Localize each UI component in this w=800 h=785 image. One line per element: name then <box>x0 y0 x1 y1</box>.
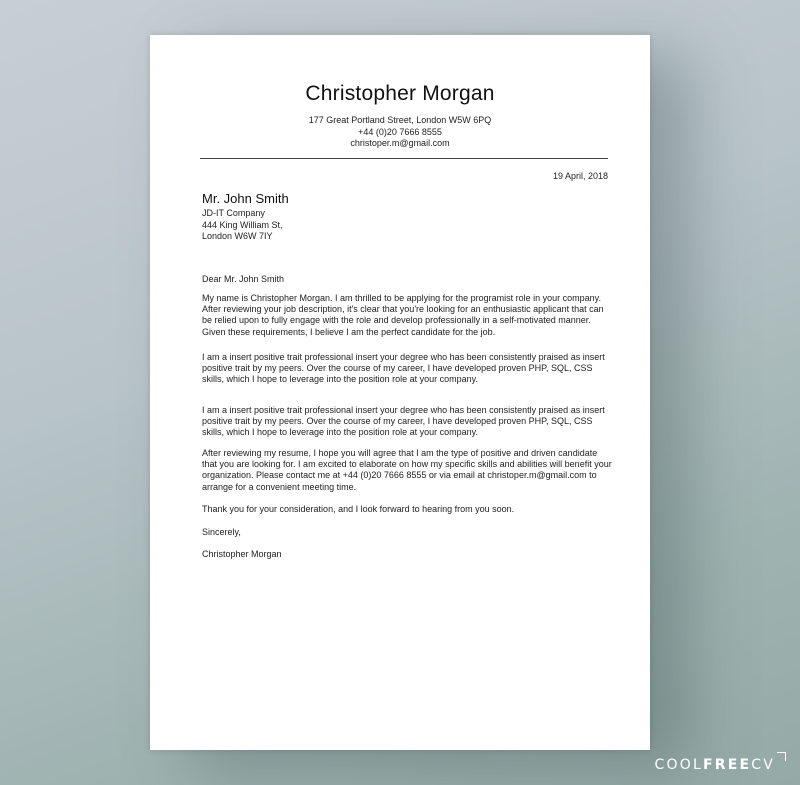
cover-letter-page <box>150 35 650 750</box>
brand-corner-icon <box>777 752 786 761</box>
recipient-city: London W6W 7IY <box>202 231 273 241</box>
sender-email: christoper.m@gmail.com <box>350 138 450 148</box>
header-divider <box>200 158 608 159</box>
recipient-street: 444 King William St, <box>202 220 283 230</box>
paragraph-thanks: Thank you for your consideration, and I look forward to hearing from you soon. <box>202 504 515 514</box>
closing: Sincerely, <box>202 527 241 537</box>
sender-phone: +44 (0)20 7666 8555 <box>358 127 442 137</box>
paragraph-skills: I am a insert positive trait professional insert your degree who has been consistently praised as insert positive trait by my peers. Over the course of my career, I have developed proven PHP, SQL, CSS skills, which I hope to leverage into the position role at your company. <box>202 352 605 385</box>
coolfreecv-logo <box>655 752 786 773</box>
salutation: Dear Mr. John Smith <box>202 274 285 284</box>
letter-date: 19 April, 2018 <box>552 171 608 181</box>
sender-name: Christopher Morgan <box>305 82 495 105</box>
brand-cv: CV <box>751 757 775 773</box>
recipient-name: Mr. John Smith <box>202 191 289 206</box>
paragraph-contact: After reviewing my resume, I hope you will agree that I am the type of positive and driven candidate that you are looking for. I am excited to elaborate on how my specific skills and abilities will benefit your organization. Please contact me at +44 (0)20 7666 8555 or via email at christoper.m@gmail.com to arrange for a convenient meeting time. <box>202 448 612 492</box>
sender-address: 177 Great Portland Street, London W5W 6PQ <box>308 115 492 125</box>
paragraph-intro: My name is Christopher Morgan. I am thrilled to be applying for the programist role in your company. After reviewing your job description, it's clear that you're looking for an enthusiastic applicant that can be relied upon to fully engage with the role and develop professionally in a self-motivated manner. Given these requirements, I believe I am the perfect candidate for the job. <box>202 293 604 337</box>
brand-cool: COOL <box>654 757 703 773</box>
recipient-company: JD-IT Company <box>202 208 265 218</box>
paragraph-skills-repeat: I am a insert positive trait professional insert your degree who has been consistently praised as insert positive trait by my peers. Over the course of my career, I have developed proven PHP, SQL, CSS skills, which I hope to leverage into the position role at your company. <box>202 405 605 438</box>
brand-free: FREE <box>702 757 752 773</box>
signature: Christopher Morgan <box>202 549 282 559</box>
